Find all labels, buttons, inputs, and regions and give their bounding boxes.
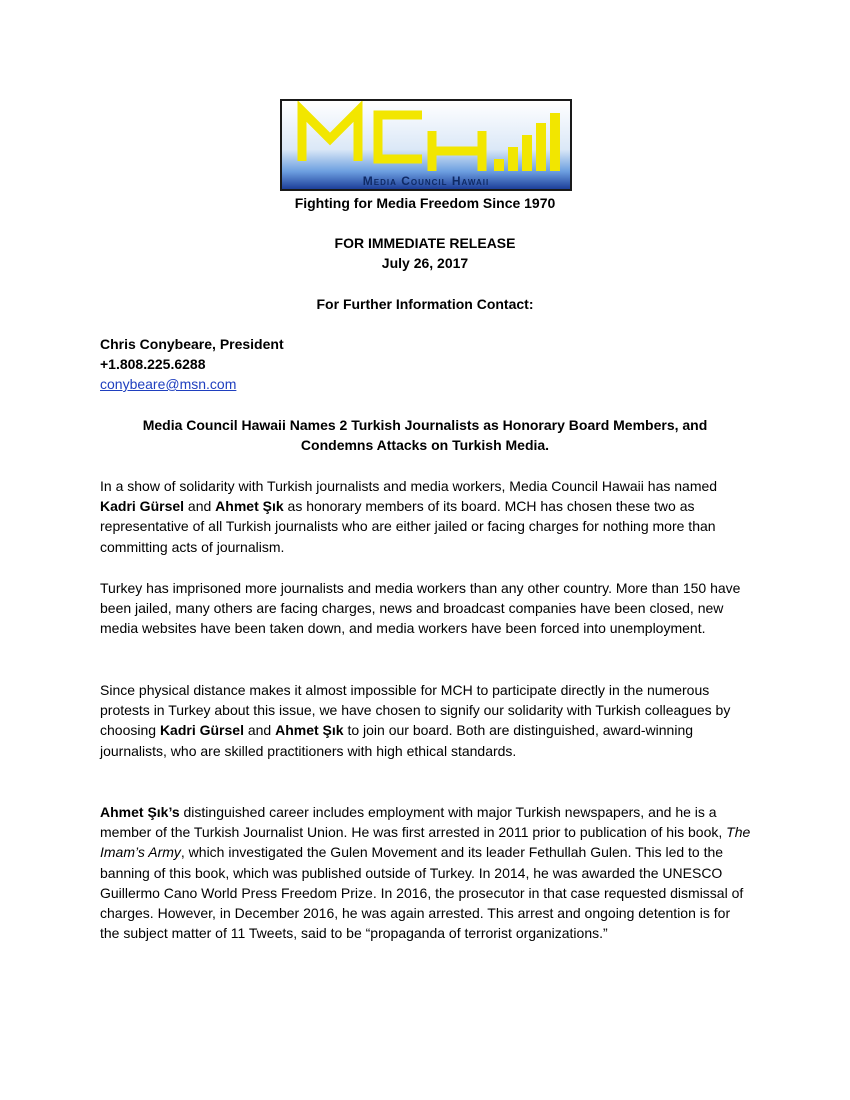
logo-bar	[550, 113, 560, 171]
release-label: FOR IMMEDIATE RELEASE	[334, 235, 516, 251]
journalist-name: Ahmet Şık	[275, 722, 344, 739]
paragraph-1-text: and	[184, 498, 216, 515]
logo-bar	[508, 147, 518, 171]
paragraph-4-text: distinguished career includes employment with major Turkish newspapers, and he is a member of the Turkish Journalist Union. He was first arrested in 2011 prior to publication of his book,	[100, 804, 727, 841]
logo-bar	[494, 159, 504, 171]
book-title: The Imam’s Army	[100, 824, 751, 861]
paragraph-3	[100, 680, 752, 761]
paragraph-1	[100, 476, 752, 557]
paragraph-3-text: Since physical distance makes it almost impossible for MCH to participate directly in the numerous protests in Turkey about this issue, we have chosen to signify our solidarity with Turkish colleagues by choosing	[100, 682, 731, 739]
headline-line-1: Media Council Hawaii Names 2 Turkish Journalists as Honorary Board Members, and	[142, 417, 708, 433]
paragraph-4	[100, 802, 752, 943]
tagline: Fighting for Media Freedom Since 1970	[294, 195, 556, 211]
paragraph-2: Turkey has imprisoned more journalists and media workers than any other country. More than 150 have been jailed, many others are facing charges, news and broadcast companies have been closed, new media websites have been taken down, and media workers have been forced into unemployment.	[100, 580, 741, 637]
logo-bar	[522, 135, 532, 171]
mch-logo	[280, 99, 572, 191]
journalist-name: Kadri Gürsel	[100, 498, 185, 515]
contact-name: Chris Conybeare, President	[100, 336, 284, 352]
contact-phone: +1.808.225.6288	[100, 356, 206, 372]
journalist-name: Ahmet Şık’s	[100, 804, 180, 820]
logo-bar	[536, 123, 546, 171]
paragraph-1-text: as honorary members of its board. MCH has chosen these two as representative of all Turkish journalists who are either jailed or facing charges for nothing more than committing acts of journalism.	[100, 498, 716, 555]
contact-heading: For Further Information Contact:	[316, 296, 534, 312]
mch-logo-graphic	[282, 101, 570, 189]
paragraph-1-text: In a show of solidarity with Turkish journalists and media workers, Media Council Hawaii has named	[100, 478, 718, 494]
paragraph-3-text: to join our board. Both are distinguished, award-winning journalists, who are skilled practitioners with high ethical standards.	[100, 722, 694, 759]
paragraph-3-text: and	[243, 722, 276, 739]
journalist-name: Kadri Gürsel	[159, 722, 244, 739]
headline	[110, 415, 740, 455]
release-date: July 26, 2017	[381, 255, 469, 271]
headline-line-2: Condemns Attacks on Turkish Media.	[300, 437, 550, 453]
contact-email-link[interactable]: conybeare@msn.com	[100, 376, 237, 392]
journalist-name: Ahmet Şık	[215, 498, 284, 515]
logo-caption: Media Council Hawaii	[362, 174, 490, 188]
paragraph-4-text: , which investigated the Gulen Movement and its leader Fethullah Gulen. This led to the banning of this book, which was published outside of Turkey. In 2014, he was awarded the UNESCO Guillermo Cano World Press Freedom Prize. In 2016, the prosecutor in that case requested dismissal of charges. However, in December 2016, he was again arrested. This arrest and ongoing detention is for the subject matter of 11 Tweets, said to be “propaganda of terrorist organizations.”	[100, 844, 744, 942]
